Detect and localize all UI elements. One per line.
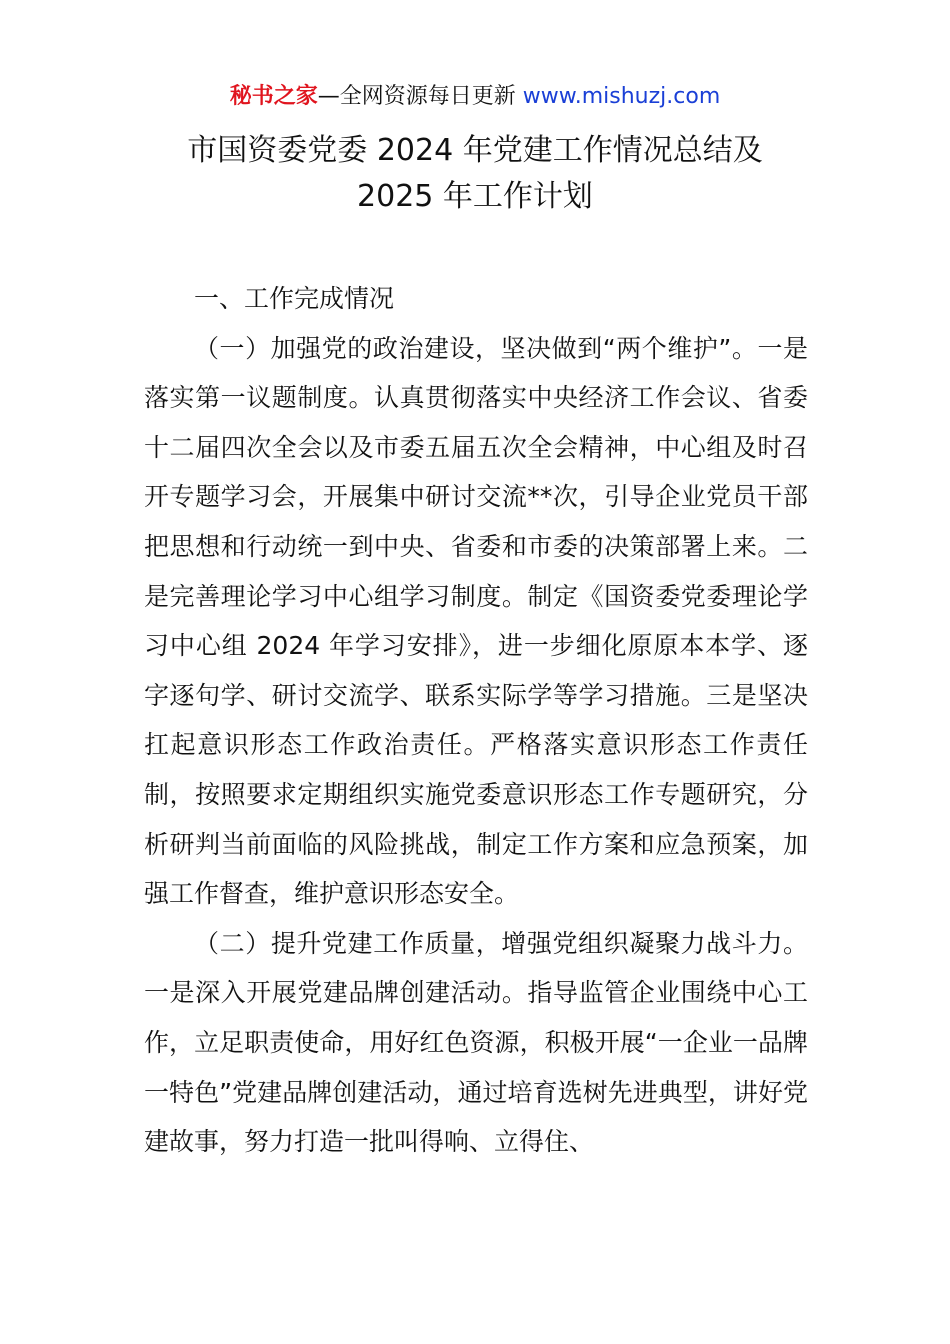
site-banner xyxy=(0,82,950,112)
banner-tagline: —全网资源每日更新 xyxy=(317,84,523,109)
site-url-link[interactable]: www.mishuzj.com xyxy=(522,84,721,109)
title-line-2: 2025 年工作计划 xyxy=(357,179,593,214)
brand-name: 秘书之家 xyxy=(229,84,318,109)
paragraph-party-building-quality: （二）提升党建工作质量，增强党组织凝聚力战斗力。一是深入开展党建品牌创建活动。指导监管企业围绕中心工作，立足职责使命，用好红色资源，积极开展“一企业一品牌一特色”党建品牌创建活动，通过培育选树先进典型，讲好党建故事，努力打造一批叫得响、立得住、 xyxy=(144,928,808,1157)
document-body xyxy=(144,274,808,1167)
paragraph-political-building: （一）加强党的政治建设，坚决做到“两个维护”。一是落实第一议题制度。认真贯彻落实中央经济工作会议、省委十二届四次全会以及市委五届五次全会精神，中心组及时召开专题学习会，开展集中研讨交流**次，引导企业党员干部把思想和行动统一到中央、省委和市委的决策部署上来。二是完善理论学习中心组学习制度。制定《国资委党委理论学习中心组 2024 年学习安排》，进一步细化原原本本学、逐字逐句学、研讨交流学、联系实际学等学习措施。三是坚决扛起意识形态工作政治责任。严格落实意识形态工作责任制，按照要求定期组织实施党委意识形态工作专题研究，分析研判当前面临的风险挑战，制定工作方案和应急预案，加强工作督查，维护意识形态安全。 xyxy=(144,333,808,909)
section-heading: 一、工作完成情况 xyxy=(194,284,395,313)
title-line-1: 市国资委党委 2024 年党建工作情况总结及 xyxy=(187,133,763,168)
document-title xyxy=(0,128,950,220)
